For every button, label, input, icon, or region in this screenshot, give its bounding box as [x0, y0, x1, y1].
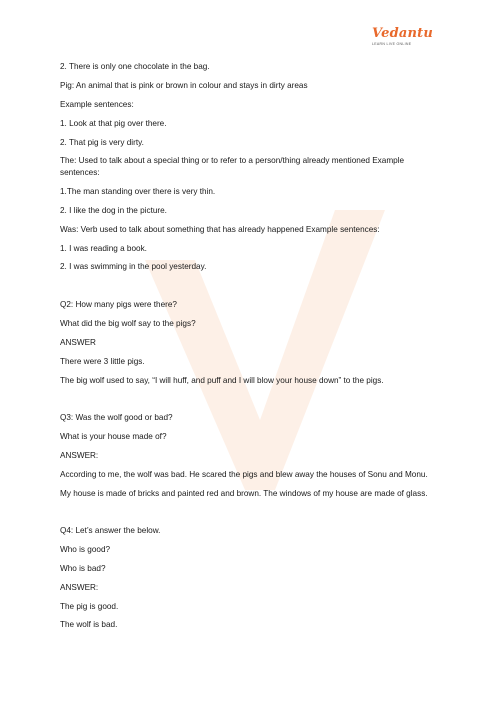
answer-label: ANSWER:	[60, 451, 99, 460]
question-heading: Q3: Was the wolf good or bad?	[60, 413, 173, 422]
text-line: sentences:	[60, 168, 100, 177]
text-line: 2. I was swimming in the pool yesterday.	[60, 262, 207, 271]
text-line: The big wolf used to say, “I will huff, and puff and I will blow your house down” to the pigs.	[60, 376, 384, 385]
text-line: My house is made of bricks and painted red and brown. The windows of my house are made of glass.	[60, 489, 428, 498]
answer-label: ANSWER	[60, 338, 96, 347]
text-line: 2. There is only one chocolate in the bag.	[60, 62, 210, 71]
answer-label: ANSWER:	[60, 583, 99, 592]
text-line: 2. That pig is very dirty.	[60, 138, 144, 147]
vedantu-logo	[372, 26, 436, 48]
text-line: 1. I was reading a book.	[60, 244, 147, 253]
text-line: Who is bad?	[60, 564, 106, 573]
text-line: Who is good?	[60, 545, 111, 554]
logo-wordmark: Vedantu	[372, 26, 433, 41]
text-line: 2. I like the dog in the picture.	[60, 206, 167, 215]
text-line: According to me, the wolf was bad. He scared the pigs and blew away the houses of Sonu and Monu.	[60, 470, 428, 479]
text-line: There were 3 little pigs.	[60, 357, 145, 366]
text-line: Was: Verb used to talk about something that has already happened Example sentences:	[60, 225, 380, 234]
text-line: The: Used to talk about a special thing or to refer to a person/thing already mentioned Example	[60, 156, 405, 165]
text-line: What did the big wolf say to the pigs?	[60, 319, 196, 328]
text-line: 1. Look at that pig over there.	[60, 119, 167, 128]
text-line: The pig is good.	[60, 602, 119, 611]
text-line: Pig: An animal that is pink or brown in colour and stays in dirty areas	[60, 81, 308, 90]
text-line: 1.The man standing over there is very thin.	[60, 187, 216, 196]
question-heading: Q4: Let’s answer the below.	[60, 526, 161, 535]
text-line: Example sentences:	[60, 100, 134, 109]
question-heading: Q2: How many pigs were there?	[60, 300, 177, 309]
text-line: The wolf is bad.	[60, 620, 118, 629]
vedantu-watermark-icon	[135, 200, 395, 500]
text-line: What is your house made of?	[60, 432, 167, 441]
logo-tagline: LEARN LIVE ONLINE	[372, 42, 412, 46]
